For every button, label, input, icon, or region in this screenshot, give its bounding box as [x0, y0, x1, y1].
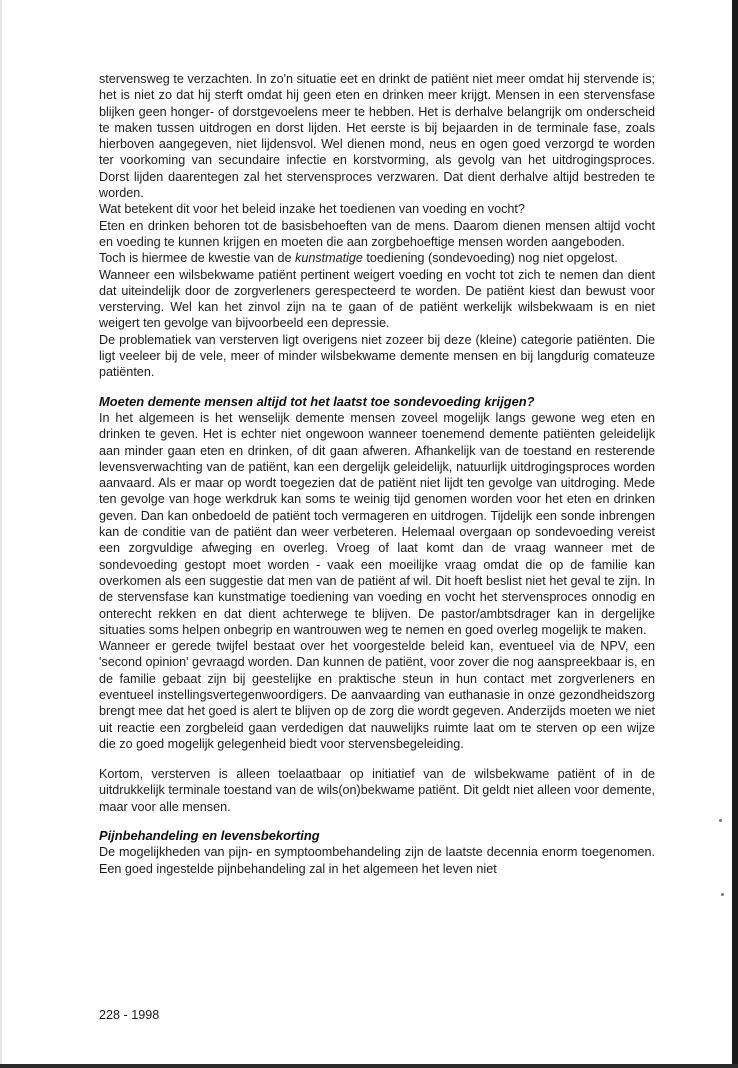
- scan-speck: [721, 893, 724, 896]
- paragraph: In het algemeen is het wenselijk demente mensen zoveel mogelijk langs gewone weg eten en drinken te geven. Het is echter niet ongewoon wanneer toenemend demente patiënten geleidelijk aan minder gaan eten en drinken, of dit gaan afweren. Afhankelijk van de toestand en resterende levensverwachting van de patiënt, kan een dergelijk geleidelijk, natuurlijk uitdrogingsproces worden aanvaard. Als er maar op wordt toegezien dat de patiënt niet lijdt ten gevolge van uitdroging. Mede ten gevolge van hoge werkdruk kan soms te weinig tijd genomen worden voor het eten en drinken geven. Dan kan onbedoeld de patiënt toch vermageren en uitdrogen. Tijdelijk een sonde inbrengen kan de conditie van de patiënt dan weer verbeteren. Helemaal overgaan op sondevoeding vereist een zorgvuldige afweging en overleg. Vroeg of laat komt dan de vraag wanneer met de sondevoeding gestopt moet worden - vaak een moeilijke vraag omdat die op de familie kan overkomen als een suggestie dat men van de patiënt af wil. Dit hoeft beslist niet het geval te zijn. In de stervensfase kan kunstmatige toediening van voeding en vocht het stervensproces onnodig en onterecht rekken en dat dient achterwege te blijven. De pastor/ambtsdrager kan in dergelijke situaties soms helpen onbegrip en wantrouwen weg te nemen en goed overleg mogelijk te maken.: [99, 410, 655, 637]
- paragraph: Eten en drinken behoren tot de basisbehoeften van de mens. Daarom dienen mensen altijd vocht en voeding te kunnen krijgen en moeten die aan zorgbehoeftige mensen worden aangeboden.: [99, 218, 655, 249]
- page-body: [99, 71, 655, 877]
- paragraph: Wat betekent dit voor het beleid inzake het toedienen van voeding en vocht?: [99, 202, 525, 217]
- paragraph: [99, 250, 655, 266]
- emphasis-text: kunstmatige: [295, 251, 363, 266]
- section-heading: Pijnbehandeling en levensbekorting: [99, 828, 320, 844]
- paragraph: stervensweg te verzachten. In zo'n situatie eet en drinkt de patiënt niet meer omdat hij stervende is; het is niet zo dat hij sterft omdat hij geen eten en drinken meer krijgt. Mensen in een stervensfase blijken geen honger- of dorstgevoelens meer te hebben. Het is derhalve belangrijk om onderscheid te maken tussen uitdrogen en dorst lijden. Het eerste is bij bejaarden in de terminale fase, zoals hierboven aangegeven, niet lijdensvol. Wel dienen mond, neus en ogen goed verzorgd te worden ter voorkoming van secundaire infectie en korstvorming, als gevolg van het uitdrogingsproces. Dorst lijden daarentegen zal het stervensproces verzwaren. Dat dient derhalve altijd bestreden te worden.: [99, 72, 655, 201]
- scan-speck: [719, 819, 722, 822]
- paragraph: Kortom, versterven is alleen toelaatbaar op initiatief van de wilsbekwame patiënt of in de uitdrukkelijk terminale toestand van de wils(on)bekwame patiënt. Dit geldt niet alleen voor demente, maar voor alle mensen.: [99, 767, 655, 814]
- paragraph: De problematiek van versterven ligt overigens niet zozeer bij deze (kleine) categorie patiënten. Die ligt veeleer bij de vele, meer of minder wilsbekwame demente mensen en bij langdurig comateuze patiënten.: [99, 332, 655, 380]
- paragraph: De mogelijkheden van pijn- en symptoombehandeling zijn de laatste decennia enorm toegenomen. Een goed ingestelde pijnbehandeling zal in het algemeen het leven niet: [99, 845, 655, 876]
- page-number: 228 - 1998: [99, 1008, 160, 1022]
- text-run: Toch is hiermee de kwestie van de: [99, 251, 296, 266]
- paragraph: Wanneer een wilsbekwame patiënt pertinent weigert voeding en vocht tot zich te nemen dan dient dat uiteindelijk door de zorgverleners gerespecteerd te worden. De patiënt kiest dan bewust voor versterving. Wel kan het zinvol zijn na te gaan of de patiënt werkelijk wilsbekwaam is en niet weigert ten gevolge van bijvoorbeeld een depressie.: [99, 267, 655, 331]
- scan-edge-bottom: [0, 1064, 738, 1068]
- scan-edge-right: [732, 0, 738, 1068]
- paragraph: Wanneer er gerede twijfel bestaat over het voorgestelde beleid kan, eventueel via de NPV, een 'second opinion' gevraagd worden. Dan kunnen de patiënt, voor zover die nog aanspreekbaar is, en de familie gebaat zijn bij geestelijke en praktische steun in hun contact met zorgverleners en eventueel instellingsvertegenwoordigers. De aanvaarding van euthanasie in onze gezondheidszorg brengt mee dat het goed is alert te blijven op de zorg die wordt gegeven. Anderzijds moeten we niet uit reactie een zorgbeleid gaan verdedigen dat nauwelijks ruimte laat om te sterven op een wijze die zo goed mogelijk gelegenheid biedt voor stervensbegeleiding.: [99, 639, 655, 751]
- scan-edge-left: [0, 0, 2, 1068]
- section-heading: Moeten demente mensen altijd tot het laatst toe sondevoeding krijgen?: [99, 393, 535, 409]
- text-run: toediening (sondevoeding) nog niet opgelost.: [362, 251, 618, 266]
